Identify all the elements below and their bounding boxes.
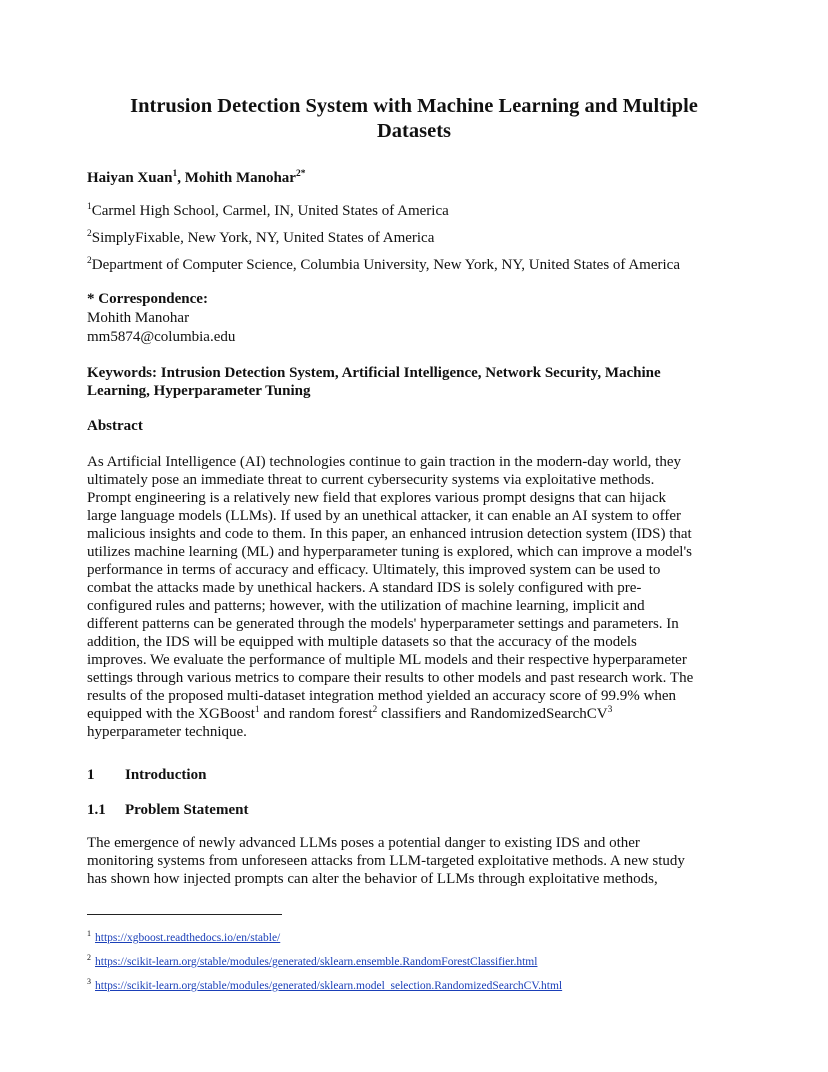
abstract-line: configured rules and patterns; however, with the utilization of machine learning, implicit and xyxy=(87,598,645,614)
footnote-link[interactable]: https://scikit-learn.org/stable/modules/generated/sklearn.ensemble.RandomForestClassifier.html xyxy=(95,956,538,968)
footnote-number: 3 xyxy=(87,977,91,987)
abstract-text-segment: equipped with the XGBoost xyxy=(87,706,255,722)
author-name: Haiyan Xuan xyxy=(87,170,173,186)
abstract-line: utilizes machine learning (ML) and hyperparameter tuning is explored, which can improve a model's xyxy=(87,544,693,560)
abstract-line: Prompt engineering is a relatively new field that explores various prompt designs that can hijack xyxy=(87,490,667,506)
footnote-divider xyxy=(87,914,282,915)
abstract-line: improves. We evaluate the performance of multiple ML models and their respective hyperparameter xyxy=(87,652,687,668)
affiliation xyxy=(87,203,449,220)
affiliation-text: Carmel High School, Carmel, IN, United States of America xyxy=(91,203,449,219)
affiliation xyxy=(87,257,680,274)
section-number: 1.1 xyxy=(87,802,106,818)
abstract-line: hyperparameter technique. xyxy=(87,724,247,740)
section-number: 1 xyxy=(87,767,95,783)
paper-title xyxy=(80,94,748,144)
author-separator: , xyxy=(177,170,185,186)
abstract-line: combat the attacks made by unethical hackers. A standard IDS is solely configured with pre- xyxy=(87,580,642,596)
abstract-line: different patterns can be generated through the models' hyperparameter settings and parameters. In xyxy=(87,616,679,632)
section-title: Introduction xyxy=(125,767,207,783)
abstract-line: large language models (LLMs). If used by an unethical attacker, it can enable an AI system to offer xyxy=(87,508,682,524)
keywords-line: Keywords: Intrusion Detection System, Artificial Intelligence, Network Security, Machine xyxy=(87,365,661,381)
keywords-line: Learning, Hyperparameter Tuning xyxy=(87,383,311,399)
abstract-line: As Artificial Intelligence (AI) technologies continue to gain traction in the modern-day world, they xyxy=(87,454,681,470)
correspondence-heading: * Correspondence: xyxy=(87,291,208,307)
abstract-text-segment: and random forest xyxy=(259,706,373,722)
abstract-line: ultimately pose an immediate threat to current cybersecurity systems via exploitative methods. xyxy=(87,472,655,488)
abstract-line xyxy=(87,705,747,723)
footnote-ref: 1 xyxy=(254,705,260,715)
footnote xyxy=(87,977,563,992)
keywords xyxy=(87,364,737,400)
body-line: has shown how injected prompts can alter the behavior of LLMs through exploitative methods, xyxy=(87,871,658,887)
footnote-number: 2 xyxy=(87,953,91,963)
abstract-text-segment: classifiers and RandomizedSearchCV xyxy=(377,706,608,722)
author-list xyxy=(87,170,305,187)
footnote-ref: 3 xyxy=(607,705,613,715)
problem-statement-body xyxy=(87,834,747,888)
abstract-line: performance in terms of accuracy and efficacy. Ultimately, this improved system can be used to xyxy=(87,562,661,578)
footnote-link[interactable]: https://xgboost.readthedocs.io/en/stable/ xyxy=(95,932,281,944)
affiliation-text: SimplyFixable, New York, NY, United States of America xyxy=(91,230,435,246)
author-name: Mohith Manohar xyxy=(184,170,296,186)
footnote-number: 1 xyxy=(87,929,91,939)
author-affiliation-mark: 2* xyxy=(295,169,306,179)
footnote-link[interactable]: https://scikit-learn.org/stable/modules/generated/sklearn.model_selection.RandomizedSearchCV.html xyxy=(95,980,563,992)
footnote xyxy=(87,953,538,968)
affiliation-mark: 2 xyxy=(87,229,92,239)
paper-title-line-1: Intrusion Detection System with Machine Learning and Multiple xyxy=(130,95,698,117)
footnote xyxy=(87,929,281,944)
affiliation xyxy=(87,230,434,247)
body-line: The emergence of newly advanced LLMs poses a potential danger to existing IDS and other xyxy=(87,835,640,851)
abstract-heading: Abstract xyxy=(87,418,143,434)
affiliation-mark: 2 xyxy=(87,256,92,266)
abstract-line: malicious insights and code to them. In this paper, an enhanced intrusion detection system (IDS) that xyxy=(87,526,692,542)
author-affiliation-mark: 1 xyxy=(172,169,178,179)
body-line: monitoring systems from unforeseen attacks from LLM-targeted exploitative methods. A new study xyxy=(87,853,685,869)
correspondence-email: mm5874@columbia.edu xyxy=(87,329,236,345)
abstract-body xyxy=(87,453,747,741)
section-title: Problem Statement xyxy=(125,802,249,818)
footnote-ref: 2 xyxy=(372,705,378,715)
abstract-line: results of the proposed multi-dataset integration method yielded an accuracy score of 99.9% when xyxy=(87,688,676,704)
abstract-line: settings through various metrics to compare their results to other models and past research work. The xyxy=(87,670,694,686)
affiliation-text: Department of Computer Science, Columbia University, New York, NY, United States of America xyxy=(91,257,680,273)
paper-title-line-2: Datasets xyxy=(376,120,451,142)
section-heading-problem-statement xyxy=(87,802,248,819)
section-heading-introduction xyxy=(87,767,206,784)
affiliation-mark: 1 xyxy=(87,202,92,212)
correspondence-name: Mohith Manohar xyxy=(87,310,190,326)
abstract-line: addition, the IDS will be equipped with multiple datasets so that the accuracy of the models xyxy=(87,634,637,650)
